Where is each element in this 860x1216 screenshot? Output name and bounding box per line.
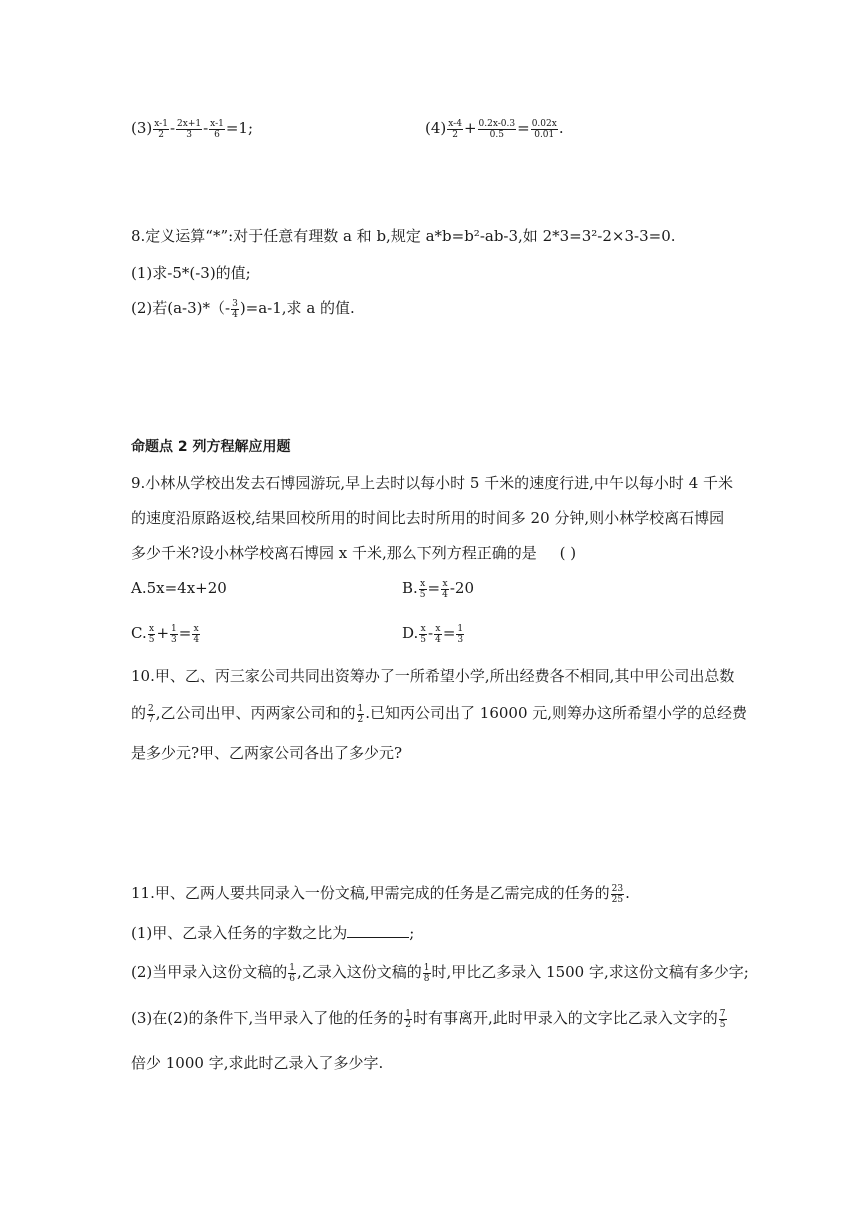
fraction: $\frac{x}{5}$ — [148, 623, 155, 645]
fraction: $\frac{2x+1}{3}$ — [177, 118, 202, 140]
fraction: $\frac{x}{4}$ — [442, 578, 448, 600]
q9-option-a: A.5x=4x+20 — [131, 579, 227, 597]
fraction: $\frac{1}{3}$ — [457, 623, 464, 645]
q7-part4: (4) $\frac{x-4}{2}$ + $\frac{0.2x-0.3}{0.5}$ = $\frac{0.02x}{0.01}$ . — [425, 118, 564, 140]
fraction: $\frac{0.2x-0.3}{0.5}$ — [478, 118, 516, 140]
fraction: $\frac{x}{5}$ — [419, 578, 426, 600]
q11-part2: (2)当甲录入这份文稿的 $\frac{1}{6}$ ,乙录入这份文稿的 $\frac{1}{8}$ 时,甲比乙多录入 1500 字,求这份文稿有多少字; — [131, 962, 749, 984]
fraction: $\frac{7}{5}$ — [719, 1008, 726, 1030]
answer-bracket: ( ) — [559, 544, 577, 562]
fraction: $\frac{1}{3}$ — [171, 623, 177, 645]
section-heading: 命题点 2 列方程解应用题 — [131, 439, 291, 455]
fraction: $\frac{x}{4}$ — [193, 623, 200, 645]
q8-part2: (2)若(a-3)*（- $\frac{3}{4}$ )=a-1,求 a 的值. — [131, 298, 355, 320]
q11-part1: (1)甲、乙录入任务的字数之比为 ; — [131, 924, 415, 942]
q11-stem: 11.甲、乙两人要共同录入一份文稿,甲需完成的任务是乙需完成的任务的 $\frac{23}{25}$ . — [131, 883, 630, 905]
fraction: $\frac{x}{5}$ — [420, 623, 426, 645]
q10-line2: 的 $\frac{2}{7}$ ,乙公司出甲、丙两家公司和的 $\frac{1}{2}$ .已知丙公司出了 16000 元,则筹办这所希望小学的总经费 — [131, 703, 748, 725]
fraction: $\frac{2}{7}$ — [148, 703, 154, 725]
q10-line3: 是多少元?甲、乙两家公司各出了多少元? — [131, 744, 403, 762]
fraction: $\frac{0.02x}{0.01}$ — [531, 118, 557, 140]
fraction: $\frac{1}{2}$ — [405, 1008, 411, 1030]
fraction: $\frac{1}{8}$ — [423, 962, 430, 984]
fraction: $\frac{x-1}{2}$ — [154, 118, 168, 140]
q8-stem: 8.定义运算“*”:对于任意有理数 a 和 b,规定 a*b=b²-ab-3,如 2*3=3²-2×3-3=0. — [131, 227, 676, 245]
q7-part3: (3) $\frac{x-1}{2}$ - $\frac{2x+1}{3}$ - $\frac{x-1}{6}$ =1; — [131, 118, 254, 140]
q11-part3: (3)在(2)的条件下,当甲录入了他的任务的 $\frac{1}{2}$ 时有事离开,此时甲录入的文字比乙录入文字的 $\frac{7}{5}$ — [131, 1008, 726, 1030]
q8-part1: (1)求-5*(-3)的值; — [131, 264, 251, 282]
q11-part3-line2: 倍少 1000 字,求此时乙录入了多少字. — [131, 1054, 384, 1072]
q9-line1: 9.小林从学校出发去石博园游玩,早上去时以每小时 5 千米的速度行进,中午以每小时 4 千米 — [131, 474, 734, 492]
q9-option-c: C. $\frac{x}{5}$ + $\frac{1}{3}$ = $\frac{x}{4}$ — [131, 623, 200, 645]
fraction: $\frac{3}{4}$ — [232, 298, 238, 320]
fraction: $\frac{x-1}{6}$ — [210, 118, 224, 140]
q9-option-d: D. $\frac{x}{5}$ - $\frac{x}{4}$ = $\frac{1}{3}$ — [402, 623, 464, 645]
fraction: $\frac{x-4}{2}$ — [448, 118, 462, 140]
fraction: $\frac{x}{4}$ — [435, 623, 441, 645]
q9-option-b: B. $\frac{x}{5}$ = $\frac{x}{4}$ -20 — [402, 578, 474, 600]
fraction: $\frac{1}{2}$ — [357, 703, 364, 725]
answer-blank[interactable] — [347, 923, 409, 938]
fraction: $\frac{1}{6}$ — [289, 962, 295, 984]
q9-line3: 多少千米?设小林学校离石博园 x 千米,那么下列方程正确的是 ( ) — [131, 544, 577, 562]
q9-line2: 的速度沿原路返校,结果回校所用的时间比去时所用的时间多 20 分钟,则小林学校离石博园 — [131, 509, 725, 527]
fraction: $\frac{23}{25}$ — [611, 883, 624, 905]
q10-line1: 10.甲、乙、丙三家公司共同出资筹办了一所希望小学,所出经费各不相同,其中甲公司出总数 — [131, 667, 735, 685]
